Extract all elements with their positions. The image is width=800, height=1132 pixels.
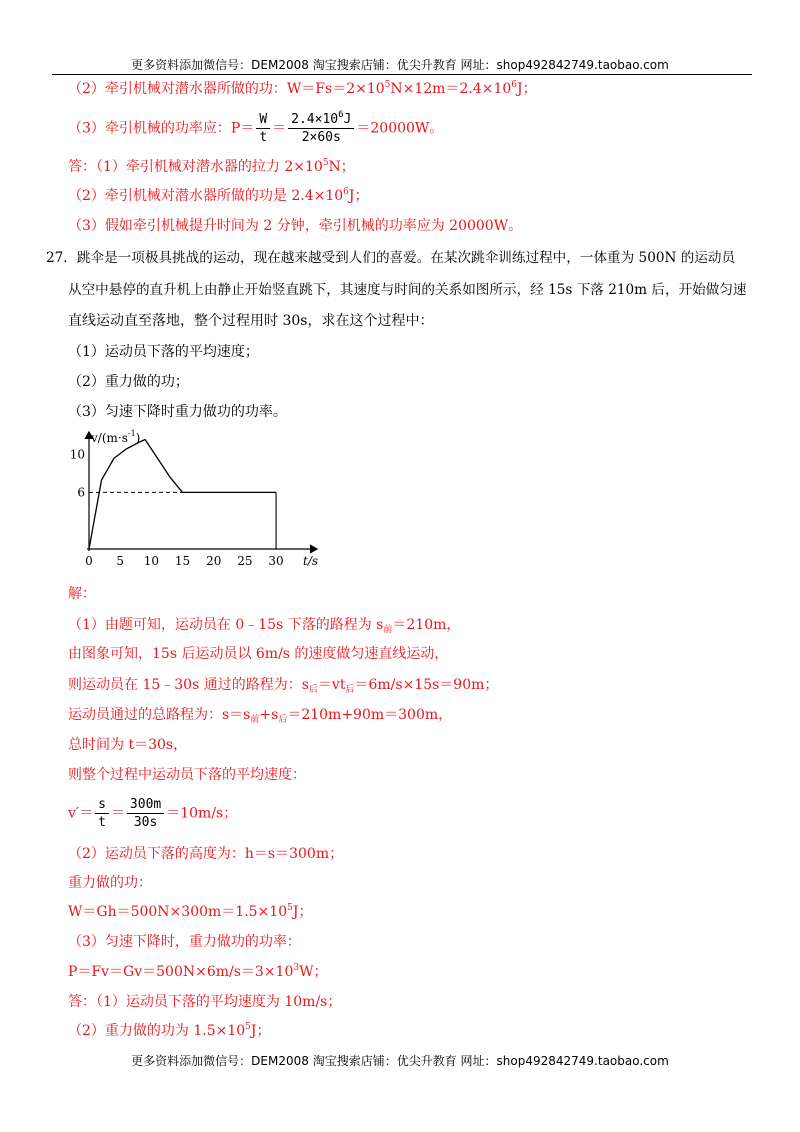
solution-line-4: 运动员通过的总路程为：$s=s_前+s_后=210m+90m=300m$， [68, 707, 453, 725]
fraction-work-over-time: $\frac{2.4\times 10^6J}{2\times 60s}$ [288, 111, 354, 146]
x-tick-label-10: 10 [143, 554, 159, 568]
velocity-time-chart [68, 424, 318, 574]
question-27-line-3: 直线运动直至落地，整个过程用时 30s，求在这个过程中： [68, 313, 434, 329]
x-tick-label-5: 5 [116, 554, 124, 568]
question-part-1: （1）运动员下落的平均速度； [68, 344, 259, 360]
solution-line-13: 答：（1）运动员下落的平均速度为 10m/s； [68, 994, 342, 1010]
solution-line-6: 则整个过程中运动员下落的平均速度： [68, 767, 306, 783]
solution-line-8: （2）运动员下落的高度为：h＝s＝300m； [68, 846, 344, 862]
prev-answer-line-4: （2）牵引机械对潜水器所做的功是 $2.4\times 10^6J$； [68, 187, 369, 204]
fraction-300m-over-30s: $\frac{300m}{30s}$ [127, 796, 164, 831]
question-27-line-2: 从空中悬停的直升机上由静止开始竖直跳下，其速度与时间的关系如图所示，经 15s 下落 210m 后，开始做匀速 [68, 282, 747, 298]
x-tick-label-30: 30 [268, 554, 284, 568]
solution-line-7: v′＝ $\frac{s}{t}$ ＝ $\frac{300m}{30s}$ ＝10m/s； [68, 797, 238, 830]
x-tick-label-15: 15 [174, 554, 191, 568]
page-footer: 更多资料添加微信号：DEM2008 淘宝搜索店铺：优尖升教育 网址：shop492842749.taobao.com [131, 1054, 669, 1068]
fraction-s-over-t: $\frac{s}{t}$ [95, 796, 109, 831]
y-axis-label: $v/(m\cdot s^{-1})$ [91, 429, 141, 445]
fraction-w-over-t: $\frac{W}{t}$ [256, 111, 270, 146]
velocity-time-chart-svg [68, 424, 318, 574]
x-tick-label-20: 20 [206, 554, 222, 568]
solution-line-2: 由图象可知，15s 后运动员以 6m/s 的速度做匀速直线运动， [68, 646, 449, 662]
solution-line-5: 总时间为 t＝30s， [68, 737, 188, 753]
page-header: 更多资料添加微信号：DEM2008 淘宝搜索店铺：优尖升教育 网址：shop492842749.taobao.com [131, 58, 669, 72]
question-part-2: （2）重力做的功； [68, 374, 189, 390]
y-tick-label-6: 6 [77, 485, 85, 500]
solution-line-11: （3）匀速下降时，重力做功的功率： [68, 934, 301, 950]
solution-line-3: 则运动员在 15﹣30s 通过的路程为：$s_后=vt_后=6m/s\times 15s=90m$； [68, 677, 499, 695]
solution-heading: 解： [68, 586, 96, 602]
x-tick-label-25: 25 [237, 554, 253, 568]
solution-line-10: $W=Gh=500N\times 300m=1.5\times 10^5J$； [68, 903, 313, 920]
x-tick-label-0: 0 [85, 554, 93, 568]
prev-answer-line-3: 答：（1）牵引机械对潜水器的拉力 $2\times 10^5N$； [68, 158, 355, 175]
solution-line-12: $P=Fv=Gv=500N\times 6m/s=3\times 10^3W$； [68, 963, 328, 980]
prev-answer-line-2: （3）牵引机械的功率应：P＝ $\frac{W}{t}$ ＝ $\frac{2.4\times 10^6J}{2\times 60s}$ ＝20000W。 [68, 110, 444, 145]
question-part-3: （3）匀速下降时重力做功的功率。 [68, 404, 287, 420]
prev-answer-line-1: （2）牵引机械对潜水器所做的功：$W=Fs=2\times 10^5N\times 12m=2.4\times 10^6J$； [68, 80, 537, 97]
solution-line-1: （1）由题可知，运动员在 0﹣15s 下落的路程为 $s_前=210m$， [68, 617, 461, 635]
question-27-line-1: 27．跳伞是一项极具挑战的运动，现在越来越受到人们的喜爱。在某次跳伞训练过程中，一体重为 500N 的运动员 [46, 250, 736, 266]
header-divider [52, 74, 752, 75]
solution-line-9: 重力做的功： [68, 875, 152, 891]
prev-answer-line-5: （3）假如牵引机械提升时间为 2 分钟，牵引机械的功率应为 20000W。 [68, 218, 523, 234]
solution-line-14: （2）重力做的功为 $1.5\times 10^5J$； [68, 1022, 271, 1039]
y-tick-label-10: 10 [69, 447, 85, 462]
velocity-curve [89, 440, 276, 550]
x-axis-label: t/s [303, 554, 318, 568]
